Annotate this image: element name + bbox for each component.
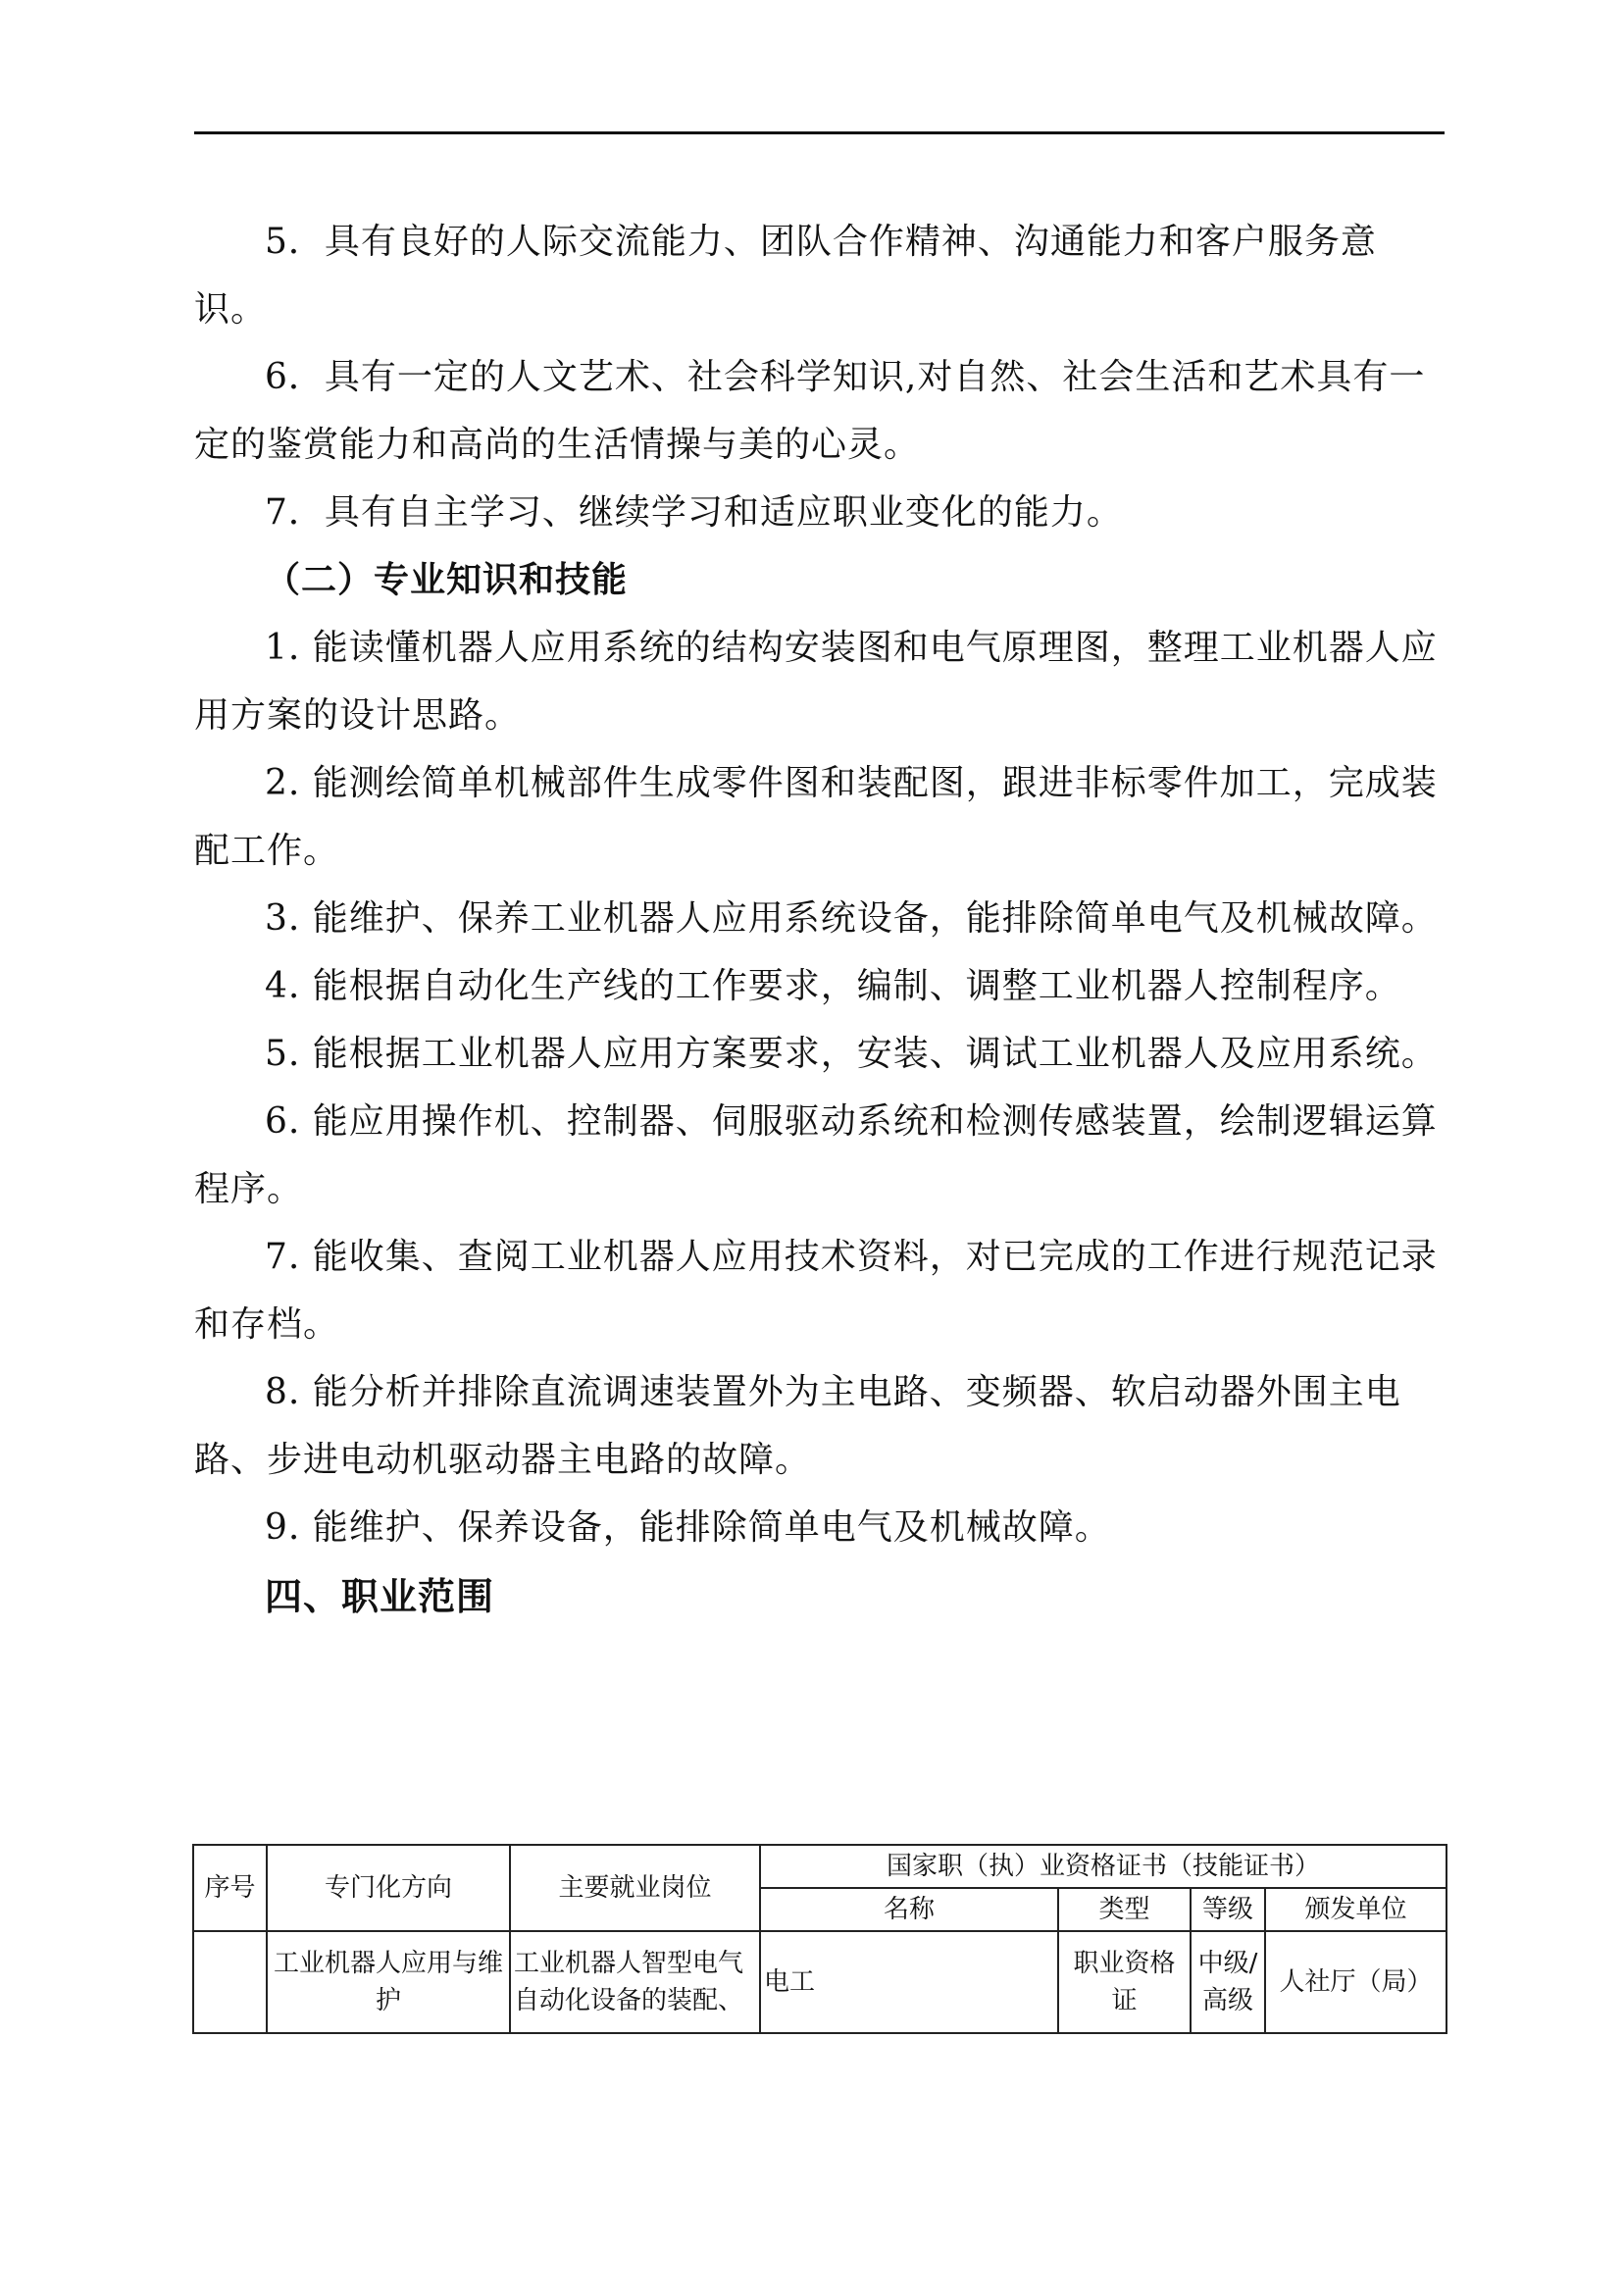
paragraph-7: 7．具有自主学习、继续学习和适应职业变化的能力。 [265,492,1123,533]
cell-seq [193,1931,267,2033]
skill-item-6: 6. 能应用操作机、控制器、伺服驱动系统和检测传感装置，绘制逻辑运算程序。 [194,1101,1438,1209]
skill-item-4: 4. 能根据自动化生产线的工作要求，编制、调整工业机器人控制程序。 [265,966,1401,1006]
header-rule [194,131,1445,134]
paragraph-6: 6．具有一定的人文艺术、社会科学知识,对自然、社会生活和艺术具有一定的鉴赏能力和高尚的生活情操与美的心灵。 [194,357,1426,465]
skill-item-2: 2. 能测绘简单机械部件生成零件图和装配图，跟进非标零件加工，完成装配工作。 [194,763,1438,871]
skill-item-8: 8. 能分析并排除直流调速装置外为主电路、变频器、软启动器外围主电路、步进电动机驱动器主电路的故障。 [194,1372,1401,1480]
header-position: 主要就业岗位 [510,1845,760,1931]
cell-name: 电工 [760,1931,1058,2033]
header-issuer: 颁发单位 [1265,1888,1446,1931]
cell-level: 中级/高级 [1191,1931,1265,2033]
skill-item-1: 1. 能读懂机器人应用系统的结构安装图和电气原理图，整理工业机器人应用方案的设计思路。 [194,628,1438,736]
header-seq: 序号 [193,1845,267,1931]
document-body [194,208,1445,1632]
skill-item-5: 5. 能根据工业机器人应用方案要求，安装、调试工业机器人及应用系统。 [265,1034,1438,1074]
header-name: 名称 [760,1888,1058,1931]
cell-issuer: 人社厅（局） [1265,1931,1446,2033]
table-row [193,1931,1446,2033]
header-direction: 专门化方向 [267,1845,510,1931]
cell-type: 职业资格证 [1058,1931,1191,2033]
skills-heading: （二）专业知识和技能 [265,559,629,600]
header-type: 类型 [1058,1888,1191,1931]
cell-position: 工业机器人智型电气自动化设备的装配、 [510,1931,760,2033]
scope-heading: 四、职业范围 [265,1574,495,1618]
header-cert-group: 国家职（执）业资格证书（技能证书） [760,1845,1446,1888]
skill-item-7: 7. 能收集、查阅工业机器人应用技术资料，对已完成的工作进行规范记录和存档。 [194,1237,1438,1345]
skill-item-3: 3. 能维护、保养工业机器人应用系统设备，能排除简单电气及机械故障。 [265,898,1438,939]
career-scope-table [192,1844,1447,2034]
cell-direction: 工业机器人应用与维护 [267,1931,510,2033]
skill-item-9: 9. 能维护、保养设备，能排除简单电气及机械故障。 [265,1507,1111,1548]
paragraph-5: 5．具有良好的人际交流能力、团队合作精神、沟通能力和客户服务意识。 [194,222,1377,330]
header-level: 等级 [1191,1888,1265,1931]
